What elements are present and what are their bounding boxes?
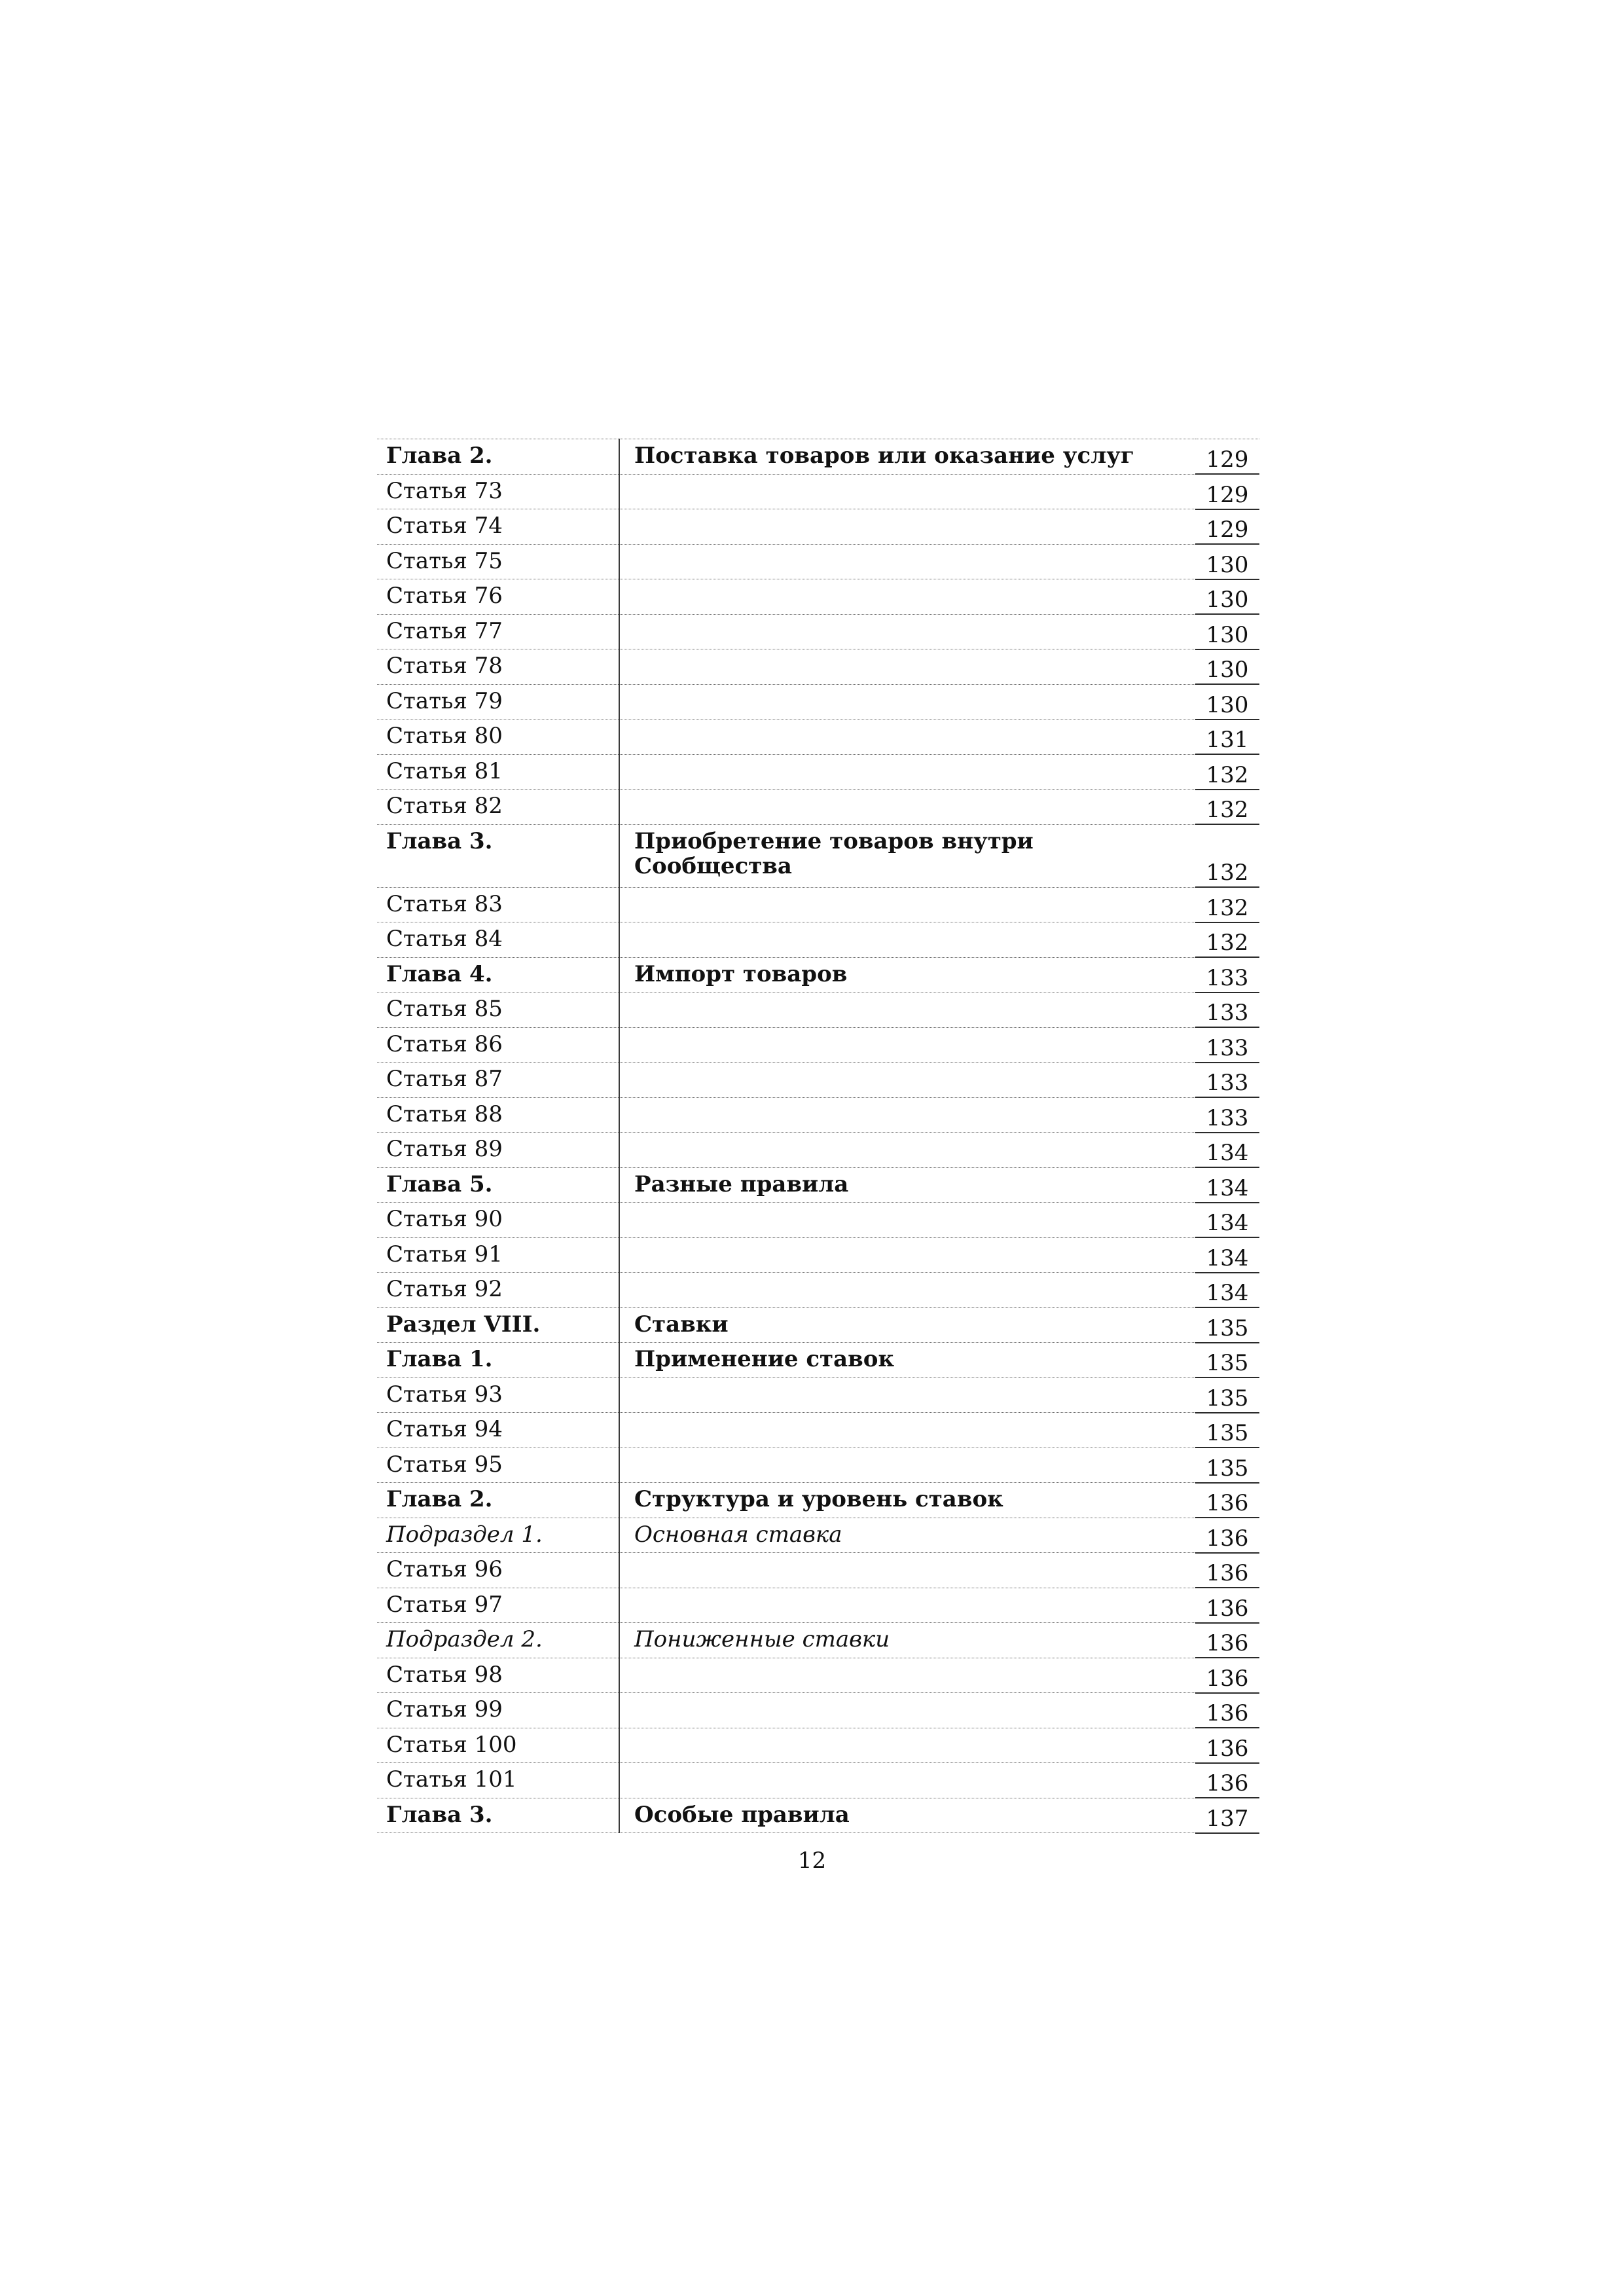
toc-row-label: Статья 99: [377, 1693, 619, 1728]
toc-row-page: 132: [1195, 824, 1259, 887]
toc-row-page: 135: [1195, 1377, 1259, 1413]
toc-row-title: [619, 1097, 1195, 1133]
toc-row-label: Статья 76: [377, 579, 619, 615]
table-of-contents: [377, 439, 1259, 1834]
toc-row-page: 134: [1195, 1273, 1259, 1308]
toc-row-page: 132: [1195, 922, 1259, 958]
toc-row-label: Статья 75: [377, 544, 619, 579]
toc-row-article: [377, 474, 1259, 509]
toc-row-page: 135: [1195, 1343, 1259, 1378]
toc-row-label: Статья 97: [377, 1588, 619, 1623]
toc-row-article: [377, 1133, 1259, 1168]
toc-row-label: Статья 94: [377, 1413, 619, 1448]
toc-row-label: Статья 84: [377, 922, 619, 958]
toc-row-title: Основная ставка: [619, 1518, 1195, 1553]
toc-row-article: [377, 922, 1259, 958]
toc-row-title: [619, 649, 1195, 685]
toc-row-page: 134: [1195, 1203, 1259, 1238]
toc-row-label: Глава 4.: [377, 957, 619, 993]
toc-row-article: [377, 509, 1259, 545]
toc-row-page: 132: [1195, 887, 1259, 922]
toc-row-article: [377, 1728, 1259, 1763]
toc-row-page: 133: [1195, 1027, 1259, 1063]
toc-row-label: Статья 86: [377, 1027, 619, 1063]
toc-row-title: [619, 474, 1195, 509]
toc-row-label: Статья 81: [377, 754, 619, 790]
toc-row-title: [619, 1063, 1195, 1098]
toc-row-title: [619, 1027, 1195, 1063]
toc-row-title: [619, 1133, 1195, 1168]
toc-row-article: [377, 1237, 1259, 1273]
toc-row-sub: [377, 1623, 1259, 1658]
toc-row-title: [619, 922, 1195, 958]
toc-row-article: [377, 1763, 1259, 1798]
toc-row-label: Статья 83: [377, 887, 619, 922]
toc-row-label: Глава 1.: [377, 1343, 619, 1378]
toc-row-label: Статья 96: [377, 1553, 619, 1588]
toc-row-article: [377, 579, 1259, 615]
toc-row-title: [619, 1658, 1195, 1693]
toc-row-sub: [377, 1518, 1259, 1553]
toc-row-title: Ставки: [619, 1307, 1195, 1343]
toc-row-label: Статья 91: [377, 1237, 619, 1273]
toc-row-page: 129: [1195, 439, 1259, 475]
toc-row-page: 136: [1195, 1623, 1259, 1658]
toc-row-page: 136: [1195, 1763, 1259, 1798]
toc-row-label: Статья 95: [377, 1448, 619, 1483]
toc-row-title: Применение ставок: [619, 1343, 1195, 1378]
toc-row-page: 130: [1195, 649, 1259, 685]
toc-row-article: [377, 1413, 1259, 1448]
toc-row-page: 136: [1195, 1728, 1259, 1763]
toc-row-article: [377, 790, 1259, 825]
toc-row-article: [377, 1273, 1259, 1308]
toc-row-page: 135: [1195, 1448, 1259, 1483]
toc-row-page: 136: [1195, 1658, 1259, 1693]
toc-row-page: 136: [1195, 1553, 1259, 1588]
toc-row-article: [377, 684, 1259, 720]
toc-row-page: 133: [1195, 993, 1259, 1028]
toc-row-label: Статья 92: [377, 1273, 619, 1308]
toc-row-title: Структура и уровень ставок: [619, 1483, 1195, 1518]
toc-row-title: Особые правила: [619, 1798, 1195, 1833]
toc-row-article: [377, 1027, 1259, 1063]
toc-row-page: 130: [1195, 684, 1259, 720]
toc-row-title: [619, 614, 1195, 649]
toc-row-title: [619, 579, 1195, 615]
toc-row-page: 136: [1195, 1483, 1259, 1518]
toc-row-page: 131: [1195, 720, 1259, 755]
toc-row-title: [619, 509, 1195, 545]
toc-row-article: [377, 1377, 1259, 1413]
toc-row-page: 134: [1195, 1167, 1259, 1203]
toc-row-page: 133: [1195, 1097, 1259, 1133]
toc-row-label: Статья 77: [377, 614, 619, 649]
toc-row-page: 136: [1195, 1518, 1259, 1553]
toc-row-chapter: [377, 957, 1259, 993]
toc-row-label: Статья 93: [377, 1377, 619, 1413]
toc-row-label: Статья 74: [377, 509, 619, 545]
toc-row-chapter: [377, 1307, 1259, 1343]
toc-row-article: [377, 544, 1259, 579]
toc-row-article: [377, 1693, 1259, 1728]
toc-row-label: Статья 90: [377, 1203, 619, 1238]
toc-row-label: Статья 73: [377, 474, 619, 509]
toc-row-article: [377, 1097, 1259, 1133]
toc-row-page: 135: [1195, 1413, 1259, 1448]
toc-row-article: [377, 720, 1259, 755]
toc-row-title: Разные правила: [619, 1167, 1195, 1203]
toc-row-title: [619, 684, 1195, 720]
toc-row-article: [377, 1063, 1259, 1098]
toc-row-label: Статья 85: [377, 993, 619, 1028]
toc-row-title: Пониженные ставки: [619, 1623, 1195, 1658]
toc-row-label: Статья 82: [377, 790, 619, 825]
toc-row-title: Поставка товаров или оказание услуг: [619, 439, 1195, 475]
toc-row-title: Импорт товаров: [619, 957, 1195, 993]
toc-row-title: [619, 754, 1195, 790]
toc-row-title: [619, 1377, 1195, 1413]
toc-row-page: 130: [1195, 544, 1259, 579]
toc-row-title: [619, 887, 1195, 922]
toc-row-article: [377, 887, 1259, 922]
toc-row-label: Глава 3.: [377, 824, 619, 887]
toc-row-label: Статья 79: [377, 684, 619, 720]
toc-row-label: Статья 89: [377, 1133, 619, 1168]
toc-row-title: [619, 1588, 1195, 1623]
toc-row-page: 130: [1195, 614, 1259, 649]
toc-row-title: [619, 1553, 1195, 1588]
toc-row-label: Подраздел 1.: [377, 1518, 619, 1553]
toc-row-article: [377, 649, 1259, 685]
toc-row-article: [377, 1448, 1259, 1483]
toc-row-label: Статья 98: [377, 1658, 619, 1693]
toc-row-label: Глава 5.: [377, 1167, 619, 1203]
toc-row-title: [619, 993, 1195, 1028]
toc-row-title: [619, 1763, 1195, 1798]
toc-row-page: 134: [1195, 1133, 1259, 1168]
toc-row-title: Приобретение товаров внутри Сообщества: [619, 824, 1195, 887]
toc-row-label: Статья 88: [377, 1097, 619, 1133]
toc-row-label: Глава 2.: [377, 439, 619, 475]
toc-row-article: [377, 1658, 1259, 1693]
toc-row-label: Статья 101: [377, 1763, 619, 1798]
toc-row-label: Статья 78: [377, 649, 619, 685]
toc-row-chapter: [377, 1167, 1259, 1203]
toc-row-chapter: [377, 1483, 1259, 1518]
toc-row-page: 136: [1195, 1588, 1259, 1623]
page-number: 12: [797, 1848, 827, 1874]
toc-row-article: [377, 993, 1259, 1028]
toc-row-chapter: [377, 1343, 1259, 1378]
toc-body: [377, 439, 1259, 1833]
toc-row-page: 132: [1195, 754, 1259, 790]
toc-row-label: Статья 87: [377, 1063, 619, 1098]
toc-row-label: Подраздел 2.: [377, 1623, 619, 1658]
toc-row-title: [619, 790, 1195, 825]
toc-row-page: 132: [1195, 790, 1259, 825]
toc-row-title: [619, 1728, 1195, 1763]
toc-row-page: 137: [1195, 1798, 1259, 1833]
toc-row-article: [377, 1588, 1259, 1623]
toc-row-label: Глава 2.: [377, 1483, 619, 1518]
toc-row-page: 134: [1195, 1237, 1259, 1273]
toc-row-label: Статья 80: [377, 720, 619, 755]
toc-row-page: 135: [1195, 1307, 1259, 1343]
toc-row-title: [619, 720, 1195, 755]
toc-row-title: [619, 544, 1195, 579]
toc-row-page: 136: [1195, 1693, 1259, 1728]
toc-row-page: 130: [1195, 579, 1259, 615]
toc-row-article: [377, 1553, 1259, 1588]
toc-row-page: 129: [1195, 474, 1259, 509]
toc-row-title: [619, 1448, 1195, 1483]
toc-row-title: [619, 1413, 1195, 1448]
toc-row-title: [619, 1203, 1195, 1238]
toc-row-label: Статья 100: [377, 1728, 619, 1763]
toc-row-label: Глава 3.: [377, 1798, 619, 1833]
toc-row-page: 133: [1195, 1063, 1259, 1098]
toc-row-title: [619, 1237, 1195, 1273]
toc-row-page: 129: [1195, 509, 1259, 545]
toc-row-chapter: [377, 1798, 1259, 1833]
toc-row-title: [619, 1273, 1195, 1308]
toc-row-article: [377, 1203, 1259, 1238]
toc-row-chapter: [377, 439, 1259, 475]
toc-row-article: [377, 614, 1259, 649]
toc-row-label: Раздел VIII.: [377, 1307, 619, 1343]
toc-row-chapter: [377, 824, 1259, 887]
toc-row-article: [377, 754, 1259, 790]
toc-row-page: 133: [1195, 957, 1259, 993]
toc-row-title: [619, 1693, 1195, 1728]
